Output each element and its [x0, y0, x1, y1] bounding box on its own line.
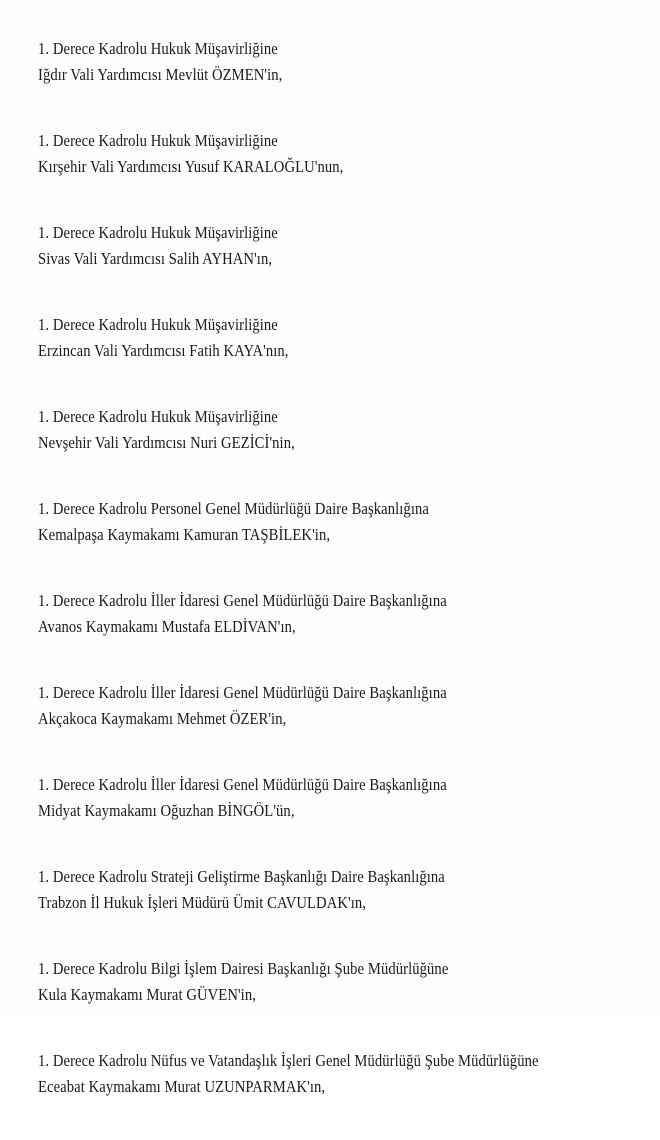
position-line: 1. Derece Kadrolu Bilgi İşlem Dairesi Başkanlığı Şube Müdürlüğüne — [38, 959, 449, 978]
appointee-line: Kemalpaşa Kaymakamı Kamuran TAŞBİLEK'in, — [38, 525, 331, 544]
list-item — [38, 772, 648, 824]
list-item — [38, 404, 648, 456]
list-item — [38, 1048, 648, 1100]
position-line: 1. Derece Kadrolu Strateji Geliştirme Başkanlığı Daire Başkanlığına — [38, 867, 445, 886]
appointment-list — [38, 36, 648, 1140]
list-item — [38, 956, 648, 1008]
list-item — [38, 128, 648, 180]
appointee-line: Avanos Kaymakamı Mustafa ELDİVAN'ın, — [38, 617, 296, 636]
position-line: 1. Derece Kadrolu Nüfus ve Vatandaşlık İşleri Genel Müdürlüğü Şube Müdürlüğüne — [38, 1051, 539, 1070]
list-item — [38, 588, 648, 640]
position-line: 1. Derece Kadrolu Hukuk Müşavirliğine — [38, 223, 278, 242]
appointee-line: Trabzon İl Hukuk İşleri Müdürü Ümit CAVULDAK'ın, — [38, 893, 366, 912]
appointee-line: Kırşehir Vali Yardımcısı Yusuf KARALOĞLU'nun, — [38, 157, 344, 176]
position-line: 1. Derece Kadrolu Hukuk Müşavirliğine — [38, 407, 278, 426]
list-item — [38, 220, 648, 272]
appointee-line: Akçakoca Kaymakamı Mehmet ÖZER'in, — [38, 709, 287, 728]
position-line: 1. Derece Kadrolu İller İdaresi Genel Müdürlüğü Daire Başkanlığına — [38, 775, 447, 794]
list-item — [38, 312, 648, 364]
list-item — [38, 680, 648, 732]
appointee-line: Iğdır Vali Yardımcısı Mevlüt ÖZMEN'in, — [38, 65, 283, 84]
appointee-line: Kula Kaymakamı Murat GÜVEN'in, — [38, 985, 256, 1004]
appointee-line: Erzincan Vali Yardımcısı Fatih KAYA'nın, — [38, 341, 289, 360]
position-line: 1. Derece Kadrolu Hukuk Müşavirliğine — [38, 131, 278, 150]
position-line: 1. Derece Kadrolu İller İdaresi Genel Müdürlüğü Daire Başkanlığına — [38, 683, 447, 702]
position-line: 1. Derece Kadrolu İller İdaresi Genel Müdürlüğü Daire Başkanlığına — [38, 591, 447, 610]
appointee-line: Nevşehir Vali Yardımcısı Nuri GEZİCİ'nin, — [38, 433, 295, 452]
position-line: 1. Derece Kadrolu Hukuk Müşavirliğine — [38, 39, 278, 58]
position-line: 1. Derece Kadrolu Hukuk Müşavirliğine — [38, 315, 278, 334]
appointee-line: Sivas Vali Yardımcısı Salih AYHAN'ın, — [38, 249, 273, 268]
list-item — [38, 864, 648, 916]
list-item — [38, 496, 648, 548]
position-line: 1. Derece Kadrolu Personel Genel Müdürlüğü Daire Başkanlığına — [38, 499, 429, 518]
list-item — [38, 36, 648, 88]
appointee-line: Eceabat Kaymakamı Murat UZUNPARMAK'ın, — [38, 1077, 326, 1096]
appointee-line: Midyat Kaymakamı Oğuzhan BİNGÖL'ün, — [38, 801, 295, 820]
